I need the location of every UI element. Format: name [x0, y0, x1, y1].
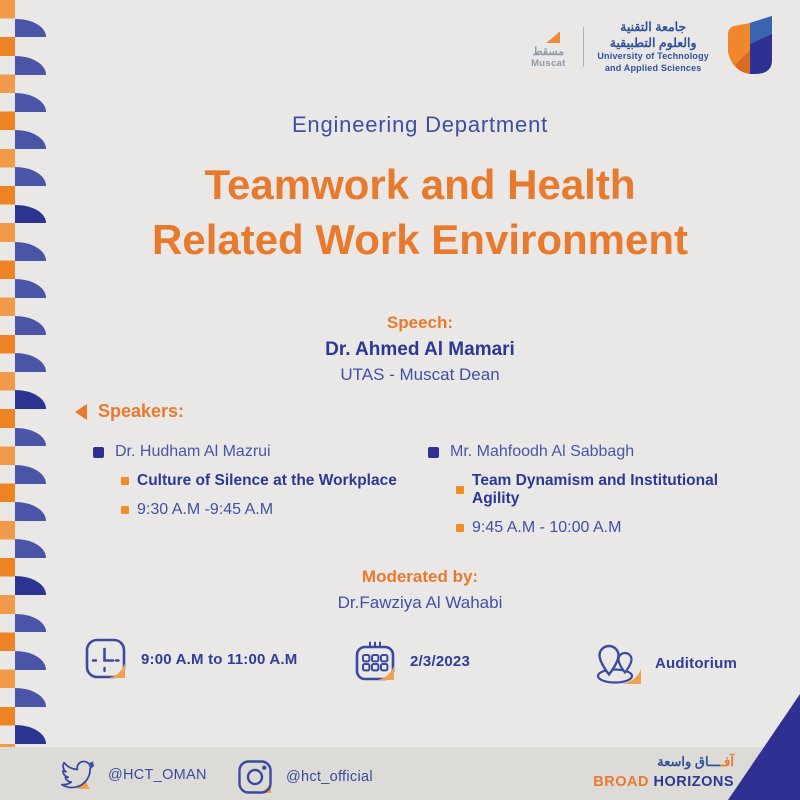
speaker-name: Mr. Mahfoodh Al Sabbagh — [450, 443, 635, 460]
blue-square-bullet — [428, 447, 439, 458]
speaker-name-row — [428, 443, 758, 461]
university-name-arabic-2: والعلوم التطبيقية — [609, 35, 697, 50]
campus-triangle-icon — [546, 31, 560, 43]
slogan-block — [593, 753, 734, 793]
speaker-card — [93, 443, 423, 530]
university-name — [597, 20, 709, 74]
event-title-line-2: Related Work Environment — [152, 215, 688, 263]
map-pins-icon — [591, 640, 643, 686]
slogan-arabic-blue: ـــاق واسعة — [657, 754, 721, 769]
venue-info — [591, 640, 737, 686]
university-name-arabic-1: جامعة التقنية — [620, 20, 687, 35]
speech-label: Speech: — [386, 313, 454, 332]
speaker-time: 9:30 A.M -9:45 A.M — [137, 501, 274, 518]
department-label: Engineering Department — [291, 112, 549, 137]
twitter-handle-item — [56, 758, 207, 792]
slogan-arabic — [593, 753, 734, 772]
speaker-topic: Culture of Silence at the Workplace — [137, 472, 397, 489]
speaker-name-row — [93, 443, 423, 461]
speaker-card — [428, 443, 758, 548]
speaker-time-row — [121, 501, 423, 519]
slogan-english-blue: HORIZONS — [648, 773, 734, 790]
speaker-time-row — [456, 519, 758, 537]
event-title-line-1: Teamwork and Health — [204, 161, 636, 208]
campus-block — [526, 25, 570, 69]
logo-divider — [583, 27, 584, 67]
calendar-icon — [352, 638, 398, 684]
speech-speaker-name: Dr. Ahmed Al Mamari — [325, 338, 515, 360]
orange-square-bullet — [456, 486, 464, 494]
orange-square-bullet — [121, 477, 129, 485]
speakers-label: Speakers: — [98, 401, 185, 421]
campus-name-arabic: مسقط — [532, 45, 565, 58]
speaker-topic: Team Dynamism and Institutional Agility — [472, 472, 719, 507]
date-info — [352, 638, 470, 684]
time-label: 9:00 A.M to 11:00 A.M — [141, 650, 298, 668]
slogan-arabic-orange: آفـ — [720, 754, 734, 769]
campus-name-english: Muscat — [531, 58, 566, 70]
orange-square-bullet — [121, 506, 129, 514]
date-label: 2/3/2023 — [410, 652, 470, 670]
university-name-english-1: University of Technology — [597, 51, 709, 62]
speech-section — [46, 311, 794, 388]
speakers-header — [75, 401, 184, 422]
event-title — [46, 158, 794, 267]
twitter-bird-icon — [56, 758, 96, 792]
moderator-section — [46, 564, 794, 615]
speaker-topic-row — [456, 472, 758, 508]
instagram-handle-item — [236, 758, 373, 796]
speaker-name: Dr. Hudham Al Mazrui — [115, 443, 271, 460]
speech-speaker-role: UTAS - Muscat Dean — [340, 365, 500, 385]
instagram-icon — [236, 758, 274, 796]
university-logo-icon — [724, 14, 776, 80]
venue-label: Auditorium — [655, 654, 737, 672]
checker-strip-decoration — [0, 0, 15, 800]
instagram-handle: @hct_official — [286, 769, 373, 785]
fin-pattern-decoration — [15, 0, 46, 800]
speaker-time: 9:45 A.M - 10:00 A.M — [472, 519, 622, 536]
moderator-label: Moderated by: — [361, 567, 479, 586]
blue-square-bullet — [93, 447, 104, 458]
moderator-name: Dr.Fawziya Al Wahabi — [337, 592, 503, 612]
speaker-topic-row — [121, 472, 423, 490]
time-info — [83, 636, 297, 682]
slogan-english — [593, 772, 734, 793]
twitter-handle: @HCT_OMAN — [108, 767, 207, 783]
clock-icon — [83, 636, 129, 682]
university-logo-group — [526, 14, 776, 80]
university-name-english-2: and Applied Sciences — [604, 62, 702, 73]
left-triangle-icon — [75, 404, 87, 420]
orange-square-bullet — [456, 524, 464, 532]
slogan-english-orange: BROAD — [593, 773, 649, 790]
